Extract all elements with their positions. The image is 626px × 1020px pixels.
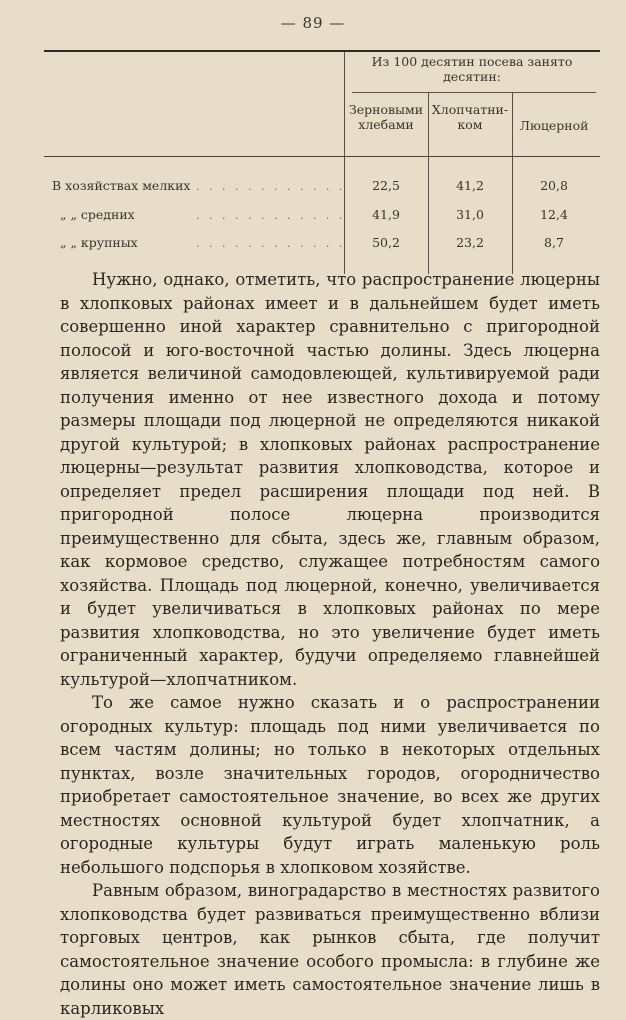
table-header-bottom-rule — [44, 156, 600, 157]
page-number: — 89 — — [280, 14, 346, 32]
leader-dots: . . . . . . . . . . . . — [196, 237, 346, 250]
paragraph: Нужно, однако, отметить, что распространение люцерны в хлопковых районах имеет и в дальнейшем будет иметь совершенно иной характер сравнительно с пригородной полосой и юго-восточной частью долины. Здесь люцерна является величиной самодовлеющей, культивируемой ради получения именно от нее известного дохода и потому размеры площади под люцерной не определяются никакой другой культурой; в хлопковых районах распространение люцерны—результат развития хлопководства, которое и определяет предел расширения площади под ней. В пригородной полосе люцерна производится преимущественно для сбыта, здесь же, главным образом, как кормовое средство, служащее потребностям самого хозяйства. Площадь под люцерной, конечно, увеличивается и будет увеличиваться в хлопковых районах по мере развития хлопководства, но это увеличение будет иметь ограниченный характер, будучи определяемо главнейшей культурой—хлопчатником. — [60, 270, 600, 689]
table-column-header-grain: Зерновыми хлебами — [348, 102, 424, 132]
table-column-header-alfalfa: Люцерной — [519, 118, 589, 133]
table-cell: 50,2 — [372, 235, 400, 250]
table-cell: 8,7 — [544, 235, 564, 250]
table-cell: 20,8 — [540, 178, 568, 193]
leader-dots: . . . . . . . . . . . . — [196, 209, 346, 222]
table-column-header-cotton: Хлопчатни- ком — [431, 102, 509, 132]
table-row-label: „ „ крупных — [60, 235, 138, 250]
table-cell: 31,0 — [456, 207, 484, 222]
table-top-rule — [44, 50, 600, 52]
paragraph: Равным образом, виноградарство в местностях развитого хлопководства будет развиваться преимущественно вблизи торговых центров, как рынков сбыта, где получит самостоятельное значение особого промысла: в глубине же долины оно может иметь самостоятельное значение лишь в карликовых — [60, 881, 600, 1018]
table-cell: 12,4 — [540, 207, 568, 222]
table-row-label: В хозяйствах мелких — [52, 178, 191, 193]
table-cell: 22,5 — [372, 178, 400, 193]
leader-dots: . . . . . . . . . . . . — [196, 180, 346, 193]
table-cell: 23,2 — [456, 235, 484, 250]
table-cell: 41,9 — [372, 207, 400, 222]
body-text — [60, 268, 600, 1020]
paragraph: То же самое нужно сказать и о распространении огородных культур: площадь под ними увеличивается по всем частям долины; но только в некоторых отдельных пунктах, возле значительных городов, огородничество приобретает самостоятельное значение, во всех же других местностях основной культурой будет хлопчатник, а огородные культуры будут играть маленькую роль небольшого подспорья в хлопковом хозяйстве. — [60, 693, 600, 877]
table-header-rule — [352, 92, 596, 93]
table-cell: 41,2 — [456, 178, 484, 193]
table-group-header: Из 100 десятин посева занято десятин: — [371, 54, 573, 84]
table-row-label: „ „ средних — [60, 207, 135, 222]
